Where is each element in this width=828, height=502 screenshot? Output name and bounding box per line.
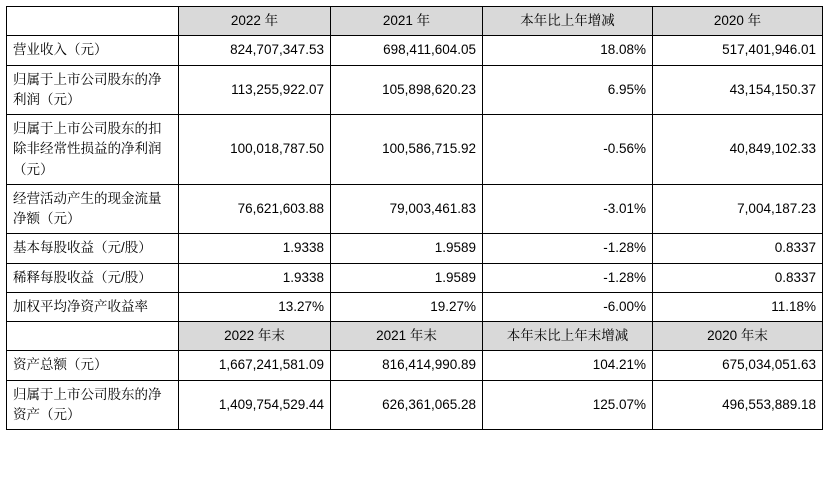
cell-change: -3.01% (483, 184, 653, 234)
row-label: 归属于上市公司股东的净利润（元） (7, 65, 179, 115)
table-row (7, 115, 823, 185)
cell-2022: 100,018,787.50 (179, 115, 331, 185)
header-cell-change-end: 本年末比上年末增减 (483, 322, 653, 351)
cell-2021: 105,898,620.23 (331, 65, 483, 115)
header-cell-2022: 2022 年 (179, 7, 331, 36)
cell-change: 6.95% (483, 65, 653, 115)
header-cell-2020: 2020 年 (653, 7, 823, 36)
table-row (7, 234, 823, 263)
row-label: 归属于上市公司股东的净资产（元） (7, 380, 179, 430)
table-row (7, 380, 823, 430)
cell-change-end: 104.21% (483, 351, 653, 380)
table-header-row-annual (7, 7, 823, 36)
cell-2021: 79,003,461.83 (331, 184, 483, 234)
cell-2020-end: 675,034,051.63 (653, 351, 823, 380)
cell-2020-end: 496,553,889.18 (653, 380, 823, 430)
header-cell-change: 本年比上年增减 (483, 7, 653, 36)
header-corner-cell (7, 7, 179, 36)
row-label: 经营活动产生的现金流量净额（元） (7, 184, 179, 234)
table-row (7, 351, 823, 380)
table-row (7, 292, 823, 321)
row-label: 营业收入（元） (7, 36, 179, 65)
cell-2022: 113,255,922.07 (179, 65, 331, 115)
header-cell-2021: 2021 年 (331, 7, 483, 36)
header-corner-cell-bottom (7, 322, 179, 351)
cell-2022-end: 1,409,754,529.44 (179, 380, 331, 430)
cell-2021: 1.9589 (331, 263, 483, 292)
table-row (7, 263, 823, 292)
cell-change: -0.56% (483, 115, 653, 185)
cell-2020: 40,849,102.33 (653, 115, 823, 185)
cell-change-end: 125.07% (483, 380, 653, 430)
cell-change: -6.00% (483, 292, 653, 321)
row-label: 稀释每股收益（元/股） (7, 263, 179, 292)
cell-2022: 824,707,347.53 (179, 36, 331, 65)
table-row (7, 36, 823, 65)
row-label: 资产总额（元） (7, 351, 179, 380)
cell-change: -1.28% (483, 263, 653, 292)
cell-2021: 19.27% (331, 292, 483, 321)
cell-2022: 1.9338 (179, 234, 331, 263)
cell-2020: 11.18% (653, 292, 823, 321)
cell-2020: 517,401,946.01 (653, 36, 823, 65)
cell-2022-end: 1,667,241,581.09 (179, 351, 331, 380)
row-label: 归属于上市公司股东的扣除非经常性损益的净利润（元） (7, 115, 179, 185)
financial-summary-table (6, 6, 823, 430)
row-label: 基本每股收益（元/股） (7, 234, 179, 263)
cell-2020: 0.8337 (653, 234, 823, 263)
cell-2021-end: 816,414,990.89 (331, 351, 483, 380)
header-cell-2021-end: 2021 年末 (331, 322, 483, 351)
cell-2021: 1.9589 (331, 234, 483, 263)
table-row (7, 184, 823, 234)
cell-2020: 0.8337 (653, 263, 823, 292)
header-cell-2020-end: 2020 年末 (653, 322, 823, 351)
cell-2020: 7,004,187.23 (653, 184, 823, 234)
row-label: 加权平均净资产收益率 (7, 292, 179, 321)
cell-2022: 76,621,603.88 (179, 184, 331, 234)
table-row (7, 65, 823, 115)
cell-2021-end: 626,361,065.28 (331, 380, 483, 430)
cell-2021: 698,411,604.05 (331, 36, 483, 65)
cell-2020: 43,154,150.37 (653, 65, 823, 115)
cell-change: 18.08% (483, 36, 653, 65)
header-cell-2022-end: 2022 年末 (179, 322, 331, 351)
cell-2022: 1.9338 (179, 263, 331, 292)
table-header-row-period-end (7, 322, 823, 351)
cell-2022: 13.27% (179, 292, 331, 321)
cell-change: -1.28% (483, 234, 653, 263)
cell-2021: 100,586,715.92 (331, 115, 483, 185)
